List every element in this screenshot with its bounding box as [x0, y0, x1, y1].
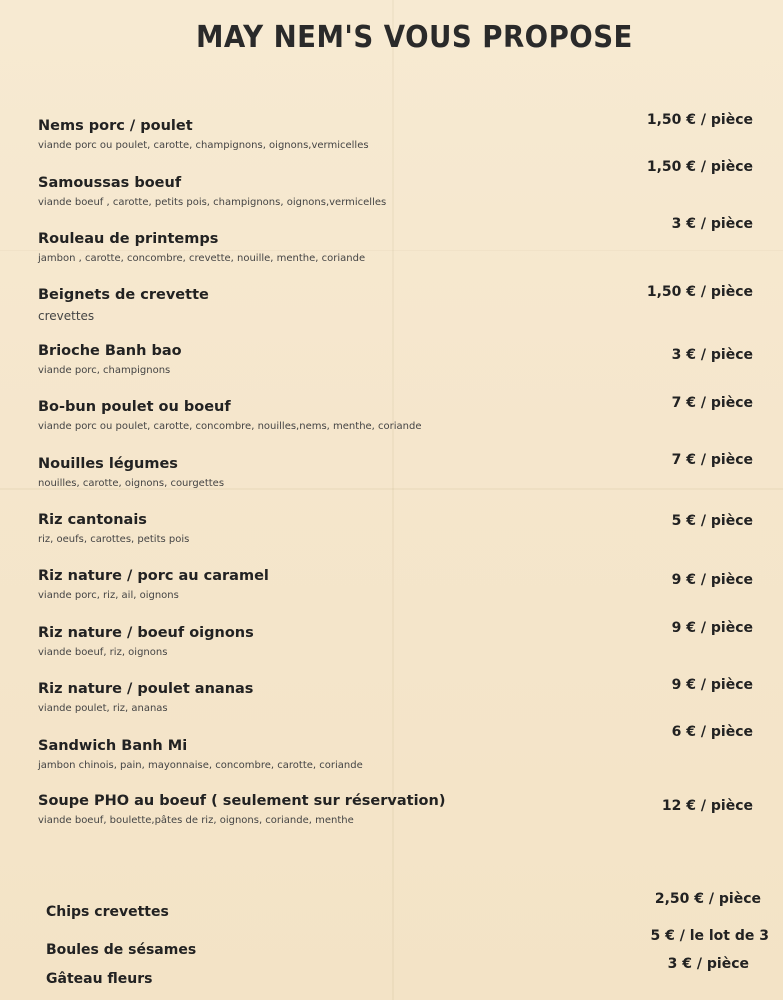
extra-price: 5 € / le lot de 3	[650, 928, 769, 944]
extra-price: 3 € / pièce	[667, 956, 749, 972]
item-description: viande porc, champignons	[38, 365, 171, 376]
item-description: riz, oeufs, carottes, petits pois	[38, 534, 190, 545]
item-description: jambon chinois, pain, mayonnaise, concombre, carotte, coriande	[38, 760, 363, 771]
item-name: Bo-bun poulet ou boeuf	[38, 399, 231, 415]
item-description: viande boeuf , carotte, petits pois, champignons, oignons,vermicelles	[38, 197, 387, 208]
item-name: Riz cantonais	[38, 512, 147, 528]
menu-item-samoussas	[38, 175, 598, 208]
menu-item-nouilles	[38, 456, 598, 489]
item-name: Riz nature / poulet ananas	[38, 681, 254, 697]
item-description: jambon , carotte, concombre, crevette, nouille, menthe, coriande	[38, 253, 366, 264]
item-description: viande boeuf, riz, oignons	[38, 647, 168, 658]
extra-price: 2,50 € / pièce	[654, 891, 761, 907]
item-name: Nems porc / poulet	[38, 118, 193, 134]
menu-item-riz-porc	[38, 568, 598, 601]
menu-item-riz-boeuf	[38, 625, 598, 658]
item-price: 7 € / pièce	[671, 452, 753, 468]
item-price: 1,50 € / pièce	[646, 112, 753, 128]
item-name: Rouleau de printemps	[38, 231, 219, 247]
item-name: Samoussas boeuf	[38, 175, 182, 191]
item-description: viande porc ou poulet, carotte, concombre, nouilles,nems, menthe, coriande	[38, 421, 422, 432]
menu-item-riz-poulet	[38, 681, 598, 714]
item-price: 5 € / pièce	[671, 513, 753, 529]
menu-item-soupe-pho	[38, 793, 598, 826]
page-title: MAY NEM'S VOUS PROPOSE	[196, 20, 633, 55]
item-description: viande boeuf, boulette,pâtes de riz, oignons, coriande, menthe	[38, 815, 354, 826]
menu-item-bobun	[38, 399, 598, 432]
item-name: Brioche Banh bao	[38, 343, 182, 359]
item-price: 3 € / pièce	[671, 347, 753, 363]
item-price: 12 € / pièce	[661, 798, 753, 814]
item-price: 6 € / pièce	[671, 724, 753, 740]
item-name: Soupe PHO au boeuf ( seulement sur réservation)	[38, 793, 446, 809]
item-price: 9 € / pièce	[671, 677, 753, 693]
menu-item-beignets	[38, 287, 598, 323]
item-price: 9 € / pièce	[671, 620, 753, 636]
item-name: Nouilles légumes	[38, 456, 178, 472]
menu-item-sandwich	[38, 738, 598, 771]
item-description: viande porc ou poulet, carotte, champignons, oignons,vermicelles	[38, 140, 369, 151]
menu-item-nems	[38, 118, 598, 151]
item-price: 7 € / pièce	[671, 395, 753, 411]
item-description: viande porc, riz, ail, oignons	[38, 590, 179, 601]
extra-chips-crevettes: Chips crevettes	[46, 904, 169, 920]
item-price: 9 € / pièce	[671, 572, 753, 588]
item-name: Beignets de crevette	[38, 287, 209, 303]
item-description: viande poulet, riz, ananas	[38, 703, 168, 714]
menu-item-riz-cantonais	[38, 512, 598, 545]
extra-boules-sesames: Boules de sésames	[46, 942, 197, 958]
item-name: Riz nature / porc au caramel	[38, 568, 269, 584]
menu-item-brioche	[38, 343, 598, 376]
extra-gateau-fleurs: Gâteau fleurs	[46, 971, 153, 987]
item-description: nouilles, carotte, oignons, courgettes	[38, 478, 225, 489]
item-description: crevettes	[38, 309, 95, 323]
menu-item-rouleau	[38, 231, 598, 264]
item-name: Riz nature / boeuf oignons	[38, 625, 254, 641]
item-price: 1,50 € / pièce	[646, 284, 753, 300]
item-price: 3 € / pièce	[671, 216, 753, 232]
item-name: Sandwich Banh Mi	[38, 738, 188, 754]
item-price: 1,50 € / pièce	[646, 159, 753, 175]
